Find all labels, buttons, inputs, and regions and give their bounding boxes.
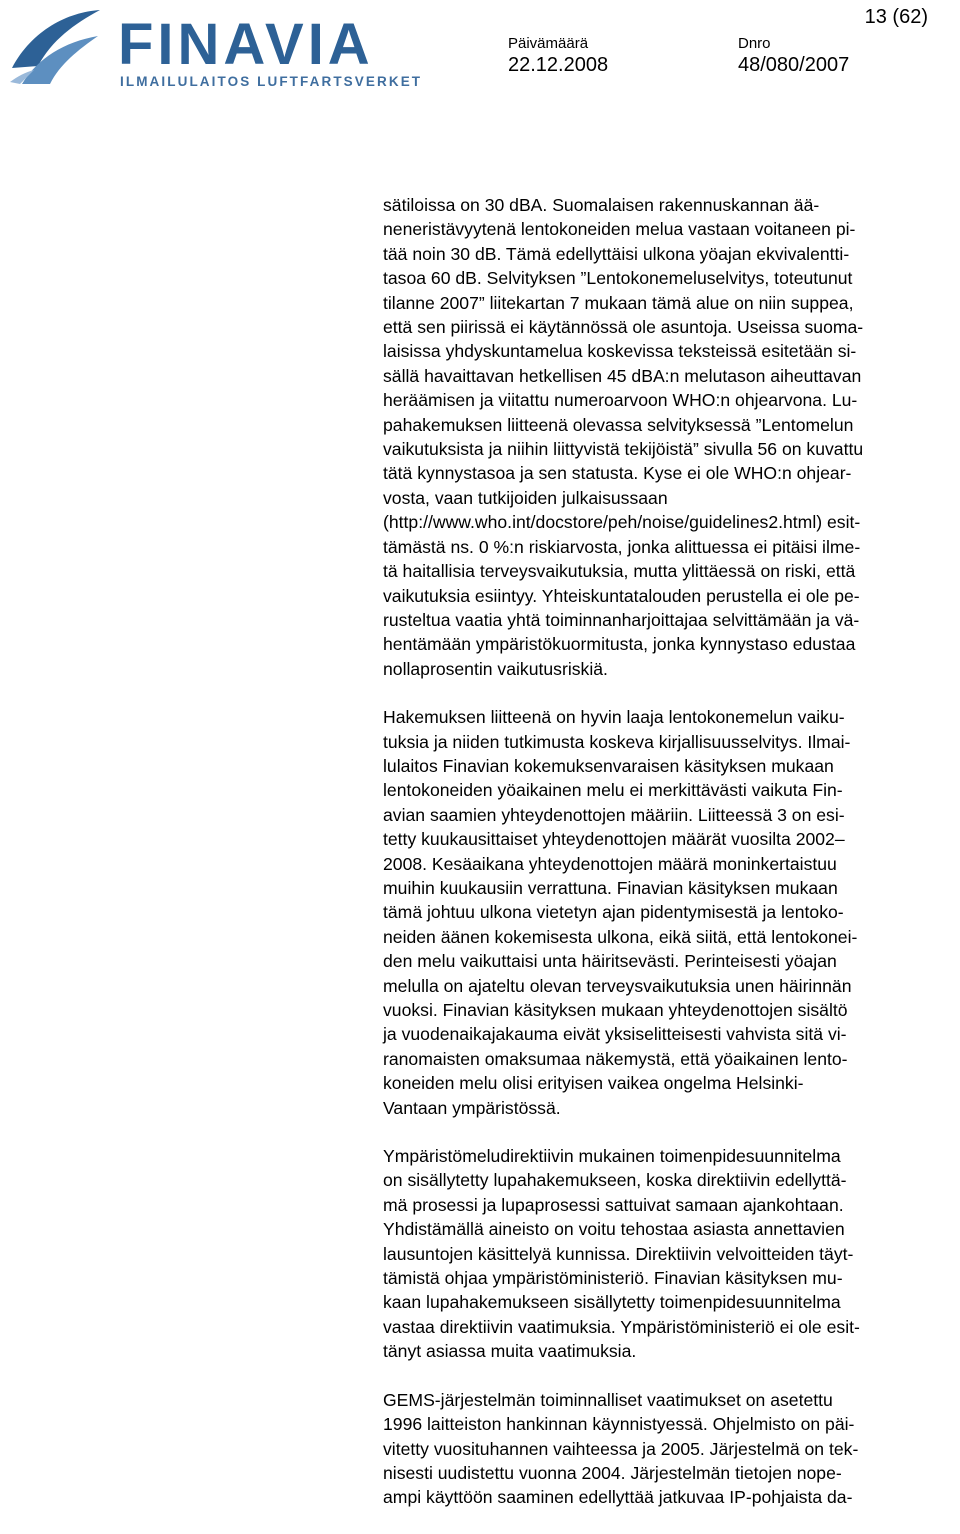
dnro-label: Dnro	[738, 35, 771, 52]
dnro-block	[738, 35, 849, 77]
finavia-logo	[0, 0, 423, 92]
logo-wordmark: FINAVIA	[118, 12, 374, 77]
paragraph-4: GEMS-järjestelmän toiminnalliset vaatimukset on asetettu 1996 laitteiston hankinnan käynnistyessä. Ohjelmisto on päi- vitetty vuosituhannen vaihteessa ja 2005. Järjestelmä on tek- nisesti uudistettu vuonna 2004. Järjestelmän tietojen nope- ampi käyttöön saaminen edellyttää jatkuvaa IP-pohjaista da-	[383, 1389, 859, 1508]
paragraph-3: Ympäristömeludirektiivin mukainen toimenpidesuunnitelma on sisällytetty lupahakemukseen, koska direktiivin edellyttä- mä prosessi ja lupaprosessi sattuivat samaan ajankohtaan. Yhdistämällä aineisto on voitu tehostaa asiasta annettavien lausuntojen käsittelyä kunnissa. Direktiivin velvoitteiden täyt- tämistä ohjaa ympäristöministeriö. Finavian käsityksen mu- kaan lupahakemukseen sisällytetty toimenpidesuunnitelma vastaa direktiivin vaatimuksia. Ympäristöministeriö ei ole esit- tänyt asiassa muita vaatimuksia.	[383, 1146, 860, 1362]
paragraph-1: sätiloissa on 30 dBA. Suomalaisen rakennuskannan ää- neneristävyytenä lentokoneiden melua vastaan voitaneen pi- tää noin 30 dB. Tämä edellyttäisi ulkona yöajan ekvivalentti- tasoa 60 dB. Selvityksen ”Lentokonemeluselvitys, toteutunut tilanne 2007” liitekartan 7 mukaan tämä alue on niin suppea, että sen piirissä ei käytännössä ole asuntoja. Useissa suoma- laisissa yhdyskuntamelua koskevissa teksteissä esitetään si- sällä havaittavan hetkellisen 45 dBA:n melutason aiheuttavan heräämisen ja viitattu numeroarvoon WHO:n ohjearvona. Lu- pahakemuksen liitteenä olevassa selvityksessä ”Lentomelun vaikutuksista ja niihin liittyvistä tekijöistä” sivulla 56 on kuvattu tätä kynnystasoa ja sen statusta. Kyse ei ole WHO:n ohjear- vosta, vaan tutkijoiden julkaisussaan (http://www.who.int/docstore/peh/noise/guidelines2.html) esit- tämästä ns. 0 %:n riskiarvosta, jonka alittuessa ei pitäisi ilme- tä haitallisia terveysvaikutuksia, mutta ylittäessä on riski, että vaikutuksia esiintyy. Yhteiskuntatalouden perustella ei ole pe- rusteltua vaatia yhtä toiminnanharjoittajaa selvittämään ja vä- hentämään ympäristökuormitusta, jonka kynnystaso edustaa nollaprosentin vaikutusriskiä.	[383, 195, 864, 679]
date-value: 22.12.2008	[508, 54, 609, 76]
date-block	[508, 35, 608, 77]
document-body	[383, 193, 958, 1534]
finavia-swoosh-icon	[8, 6, 103, 86]
logo-subtitle: ILMAILULAITOS LUFTFARTSVERKET	[120, 74, 423, 89]
page-number: 13 (62)	[864, 6, 928, 28]
dnro-value: 48/080/2007	[738, 54, 850, 76]
paragraph-2: Hakemuksen liitteenä on hyvin laaja lentokonemelun vaiku- tuksia ja niiden tutkimusta koskeva kirjallisuusselvitys. Ilmai- lulaitos Finavian kokemuksenvaraisen käsityksen mukaan lentokoneiden yöaikainen melu ei merkittävästi vaikuta Fin- avian saamien yhteydenottojen määriin. Liitteessä 3 on esi- tetty kuukausittaiset yhteydenottojen määrät vuosilta 2002– 2008. Kesäaikana yhteydenottojen määrä moninkertaistuu muihin kuukausiin verrattuna. Finavian käsityksen mukaan tämä johtuu ulkona vietetyn ajan pidentymisestä ja lentoko- neiden äänen kokemisesta ulkona, eikä siitä, että lentokonei- den melu vaikuttaisi unta häiritsevästi. Perinteisesti yöajan melulla on ajateltu olevan terveysvaikutuksia unen häirinnän vuoksi. Finavian käsityksen mukaan yhteydenottojen sisältö ja vuodenaikajakauma eivät yksiselitteisesti vahvista sitä vi- ranomaisten omaksumaa näkemystä, että yöaikainen lento- koneiden melu olisi erityisen vaikea ongelma Helsinki- Vantaan ympäristössä.	[383, 707, 858, 1118]
date-label: Päivämäärä	[508, 35, 589, 52]
